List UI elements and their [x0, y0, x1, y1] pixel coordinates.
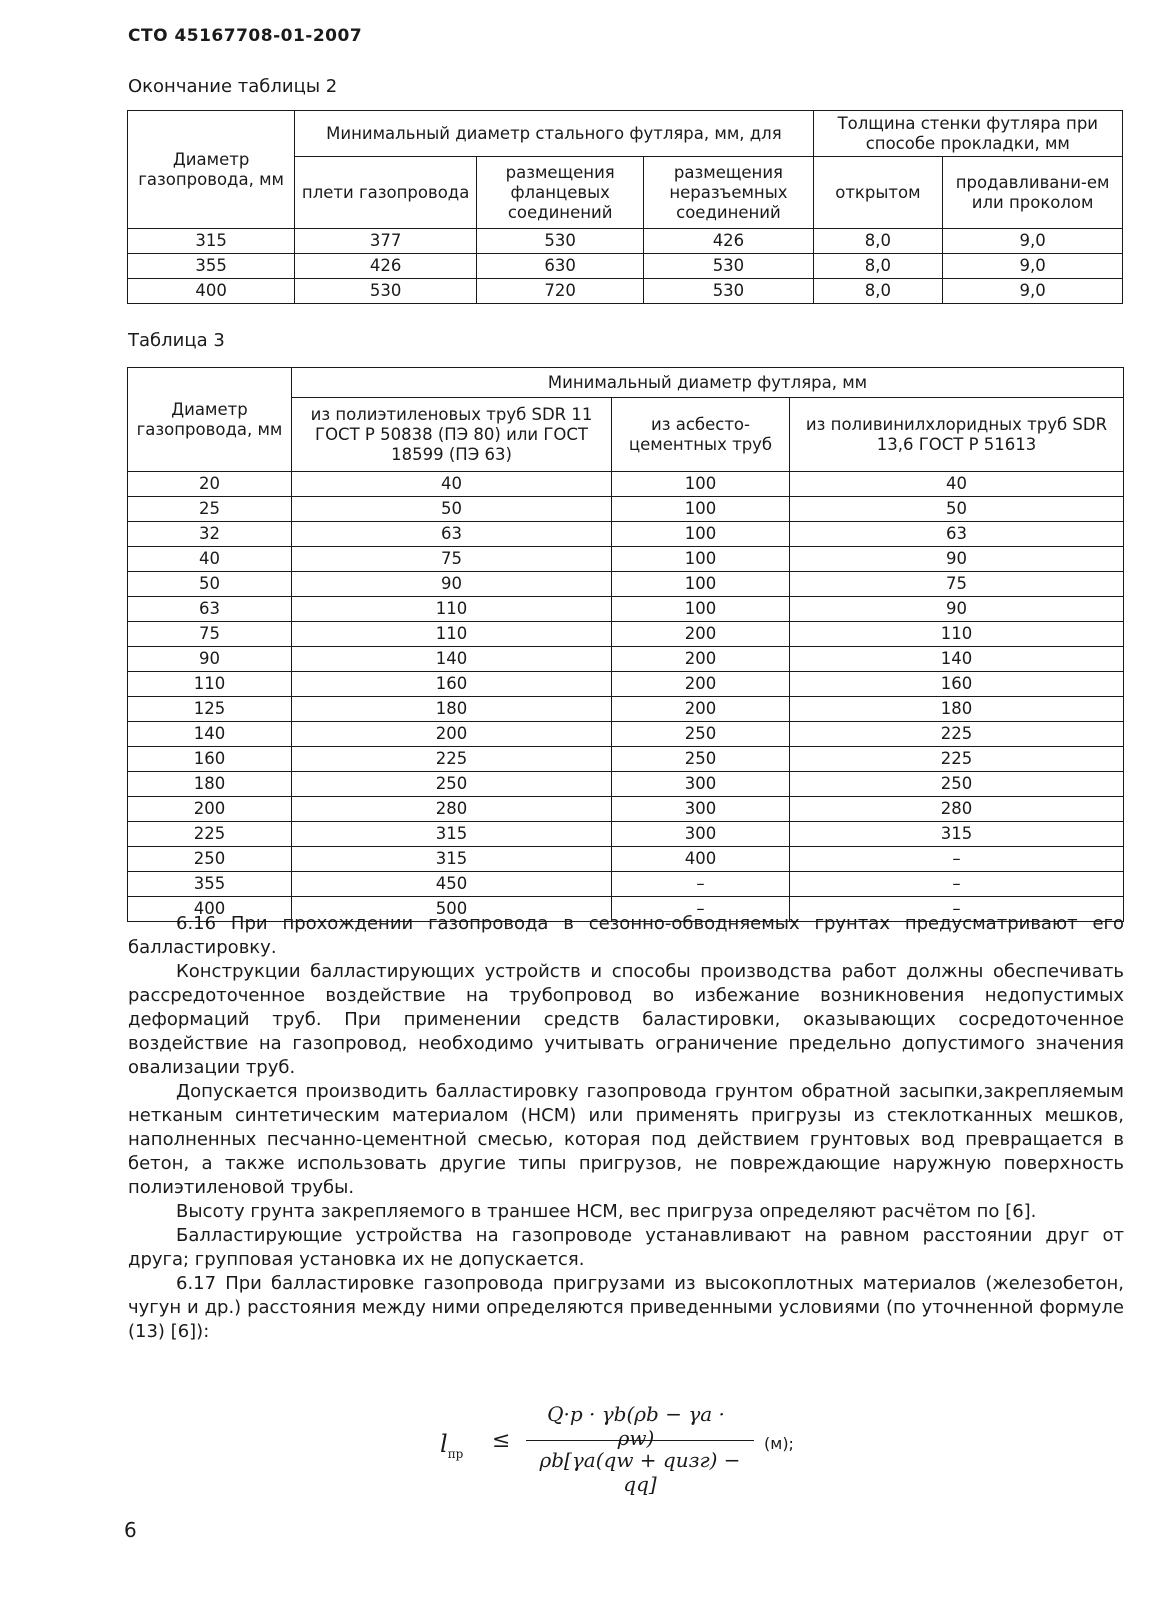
table-cell: 110	[292, 597, 612, 622]
formula-lhs	[440, 1430, 463, 1461]
formula-unit: (м);	[764, 1434, 794, 1453]
table-cell: –	[790, 847, 1124, 872]
table-cell: 9,0	[943, 254, 1123, 279]
table-cell: 40	[128, 547, 292, 572]
formula-subscript: пр	[447, 1446, 464, 1461]
table-cell: 355	[128, 254, 295, 279]
paragraph-height	[128, 1200, 1124, 1224]
table-cell: 8,0	[813, 279, 943, 304]
table2-caption: Окончание таблицы 2	[128, 76, 338, 97]
paragraph-text: Балластирующие устройства на газопроводе устанавливают на равном расстоянии друг от друга; групповая установка их не допускается.	[128, 1225, 1124, 1270]
table-cell: 90	[790, 597, 1124, 622]
table-cell: 225	[790, 747, 1124, 772]
paragraph-text: 6.17 При балластировке газопровода пригрузами из высокоплотных материалов (железобетон, чугун и др.) расстояния между ними определяются приведенными условиями (по уточненной формуле (13) [6]):	[128, 1273, 1124, 1342]
t3-header-diameter: Диаметр газопровода, мм	[128, 368, 292, 472]
table-cell: 8,0	[813, 254, 943, 279]
table-cell: 100	[612, 522, 790, 547]
paragraph-constructions	[128, 960, 1124, 1080]
t2-subheader: размещения неразъемных соединений	[644, 157, 813, 229]
table-cell: 300	[612, 822, 790, 847]
paragraph-6-16	[128, 912, 1124, 960]
table-cell: 200	[128, 797, 292, 822]
table-cell: 63	[790, 522, 1124, 547]
table-cell: 530	[295, 279, 477, 304]
t2-header-diameter: Диаметр газопровода, мм	[128, 111, 295, 229]
t2-subheader: плети газопровода	[295, 157, 477, 229]
table-cell: 8,0	[813, 229, 943, 254]
t2-body	[128, 229, 1123, 304]
table-cell: 75	[292, 547, 612, 572]
t3-body	[128, 472, 1124, 922]
table-cell: –	[612, 872, 790, 897]
table-cell: –	[612, 897, 790, 922]
paragraph-text: 6.16 При прохождении газопровода в сезонно-обводняемых грунтах предусматривают его балластировку.	[128, 913, 1124, 958]
table-cell: 630	[477, 254, 644, 279]
table-row	[128, 797, 1124, 822]
table-cell: 9,0	[943, 229, 1123, 254]
table-row	[128, 697, 1124, 722]
table-cell: 250	[790, 772, 1124, 797]
table-cell: 110	[292, 622, 612, 647]
table-cell: 160	[292, 672, 612, 697]
formula-numerator: Q·р · γb(ρb − γa · ρw)	[547, 1402, 725, 1450]
table-cell: 200	[612, 622, 790, 647]
table-cell: –	[790, 872, 1124, 897]
table-cell: 300	[612, 772, 790, 797]
table-2	[127, 110, 1123, 304]
table-cell: 20	[128, 472, 292, 497]
paragraph-text: Допускается производить балластировку газопровода грунтом обратной засыпки,закрепляемым нетканым синтетическим материалом (НСМ) или применять пригрузы из стеклотканных мешков, наполненных песчанно-цементной смесью, которая под действием грунтовых вод превращается в бетон, а также использовать другие типы пригрузов, не повреждающие наружную поверхность полиэтиленовой трубы.	[128, 1081, 1124, 1198]
table-cell: 75	[128, 622, 292, 647]
t2-subheader: продавливани-ем или проколом	[943, 157, 1123, 229]
table-cell: 250	[612, 722, 790, 747]
table-cell: 180	[790, 697, 1124, 722]
paragraph-permitted	[128, 1080, 1124, 1200]
table-cell: 25	[128, 497, 292, 522]
paragraph-text: Конструкции балластирующих устройств и способы производства работ должны обеспечивать рассредоточенное воздействие на трубопровод во избежание возникновения недопустимых деформаций труб. При применении средств баластировки, оказывающих сосредоточенное воздействие на газопровод, необходимо учитывать ограничение предельно допустимого значения овализации труб.	[128, 961, 1124, 1078]
table-cell: 180	[292, 697, 612, 722]
table-row	[128, 572, 1124, 597]
table-cell: 225	[292, 747, 612, 772]
table-cell: 530	[644, 254, 813, 279]
table-cell: 315	[128, 229, 295, 254]
table-cell: 63	[292, 522, 612, 547]
table-cell: 63	[128, 597, 292, 622]
table-row	[128, 622, 1124, 647]
table-row	[128, 872, 1124, 897]
table-cell: 9,0	[943, 279, 1123, 304]
table-row	[128, 822, 1124, 847]
table-cell: 90	[292, 572, 612, 597]
table-cell: 280	[790, 797, 1124, 822]
table-cell: 180	[128, 772, 292, 797]
table-row	[128, 497, 1124, 522]
table-cell: 400	[128, 897, 292, 922]
table-row	[128, 229, 1123, 254]
table-cell: 530	[644, 279, 813, 304]
table-cell: 400	[128, 279, 295, 304]
table-cell: 377	[295, 229, 477, 254]
table-cell: 250	[612, 747, 790, 772]
t3-subheader: из полиэтиленовых труб SDR 11 ГОСТ Р 50838 (ПЭ 80) или ГОСТ 18599 (ПЭ 63)	[292, 398, 612, 472]
table-cell: 90	[128, 647, 292, 672]
table-cell: 530	[477, 229, 644, 254]
table-cell: 140	[292, 647, 612, 672]
t2-subheader: размещения фланцевых соединений	[477, 157, 644, 229]
t3-header-min-diameter: Минимальный диаметр футляра, мм	[292, 368, 1124, 398]
table-row	[128, 647, 1124, 672]
table-cell: 315	[292, 847, 612, 872]
table-row	[128, 747, 1124, 772]
table-cell: 250	[128, 847, 292, 872]
table-row	[128, 672, 1124, 697]
table-cell: 50	[292, 497, 612, 522]
table3-caption: Таблица 3	[128, 330, 225, 351]
table-cell: 225	[790, 722, 1124, 747]
ballast-spacing-formula	[430, 1400, 850, 1496]
table-row	[128, 772, 1124, 797]
table-cell: 100	[612, 472, 790, 497]
table-cell: 160	[790, 672, 1124, 697]
table-cell: 40	[292, 472, 612, 497]
table-cell: 200	[612, 697, 790, 722]
table-cell: 315	[292, 822, 612, 847]
table-cell: 450	[292, 872, 612, 897]
table-cell: 140	[790, 647, 1124, 672]
table-row	[128, 472, 1124, 497]
table-row	[128, 722, 1124, 747]
t2-header-wall-thickness: Толщина стенки футляра при способе прокладки, мм	[813, 111, 1122, 157]
t3-subheader: из поливинилхлоридных труб SDR 13,6 ГОСТ Р 51613	[790, 398, 1124, 472]
table-row	[128, 254, 1123, 279]
table-cell: 125	[128, 697, 292, 722]
t2-header-min-diameter: Минимальный диаметр стального футляра, мм, для	[295, 111, 813, 157]
formula-relation: ≤	[492, 1428, 511, 1453]
table-3	[127, 367, 1124, 922]
table-cell: 400	[612, 847, 790, 872]
table-row	[128, 597, 1124, 622]
table-row	[128, 547, 1124, 572]
table-cell: 75	[790, 572, 1124, 597]
table-row	[128, 847, 1124, 872]
table-cell: 40	[790, 472, 1124, 497]
document-code: СТО 45167708-01-2007	[128, 26, 363, 46]
formula-denominator: ρb[γa(qw + qизг) − qq]	[539, 1448, 741, 1496]
table-cell: 225	[128, 822, 292, 847]
table-cell: 110	[128, 672, 292, 697]
table-cell: 720	[477, 279, 644, 304]
table-cell: 100	[612, 597, 790, 622]
table-cell: 500	[292, 897, 612, 922]
table-cell: 200	[612, 672, 790, 697]
t2-subheader: открытом	[813, 157, 943, 229]
table-row	[128, 522, 1124, 547]
formula-fraction-bar	[526, 1440, 754, 1441]
table-cell: 280	[292, 797, 612, 822]
table-cell: 32	[128, 522, 292, 547]
table-cell: 315	[790, 822, 1124, 847]
t3-subheader: из асбесто-цементных труб	[612, 398, 790, 472]
table-cell: 200	[612, 647, 790, 672]
table-cell: 250	[292, 772, 612, 797]
table-cell: 100	[612, 547, 790, 572]
table-row	[128, 279, 1123, 304]
table-cell: 426	[644, 229, 813, 254]
table-cell: 426	[295, 254, 477, 279]
paragraph-6-17	[128, 1272, 1124, 1344]
formula-variable: l	[440, 1430, 448, 1458]
table-cell: 200	[292, 722, 612, 747]
paragraph-devices	[128, 1224, 1124, 1272]
table-cell: 140	[128, 722, 292, 747]
table-cell: 100	[612, 572, 790, 597]
table-cell: 300	[612, 797, 790, 822]
table-cell: 100	[612, 497, 790, 522]
table-cell: 50	[128, 572, 292, 597]
table-cell: 110	[790, 622, 1124, 647]
paragraph-text: Высоту грунта закрепляемого в траншее НСМ, вес пригруза определяют расчётом по [6].	[176, 1201, 1037, 1222]
table-cell: 160	[128, 747, 292, 772]
table-cell: 90	[790, 547, 1124, 572]
table-cell: 50	[790, 497, 1124, 522]
table-cell: 355	[128, 872, 292, 897]
page-number: 6	[124, 1518, 137, 1542]
table-cell: –	[790, 897, 1124, 922]
